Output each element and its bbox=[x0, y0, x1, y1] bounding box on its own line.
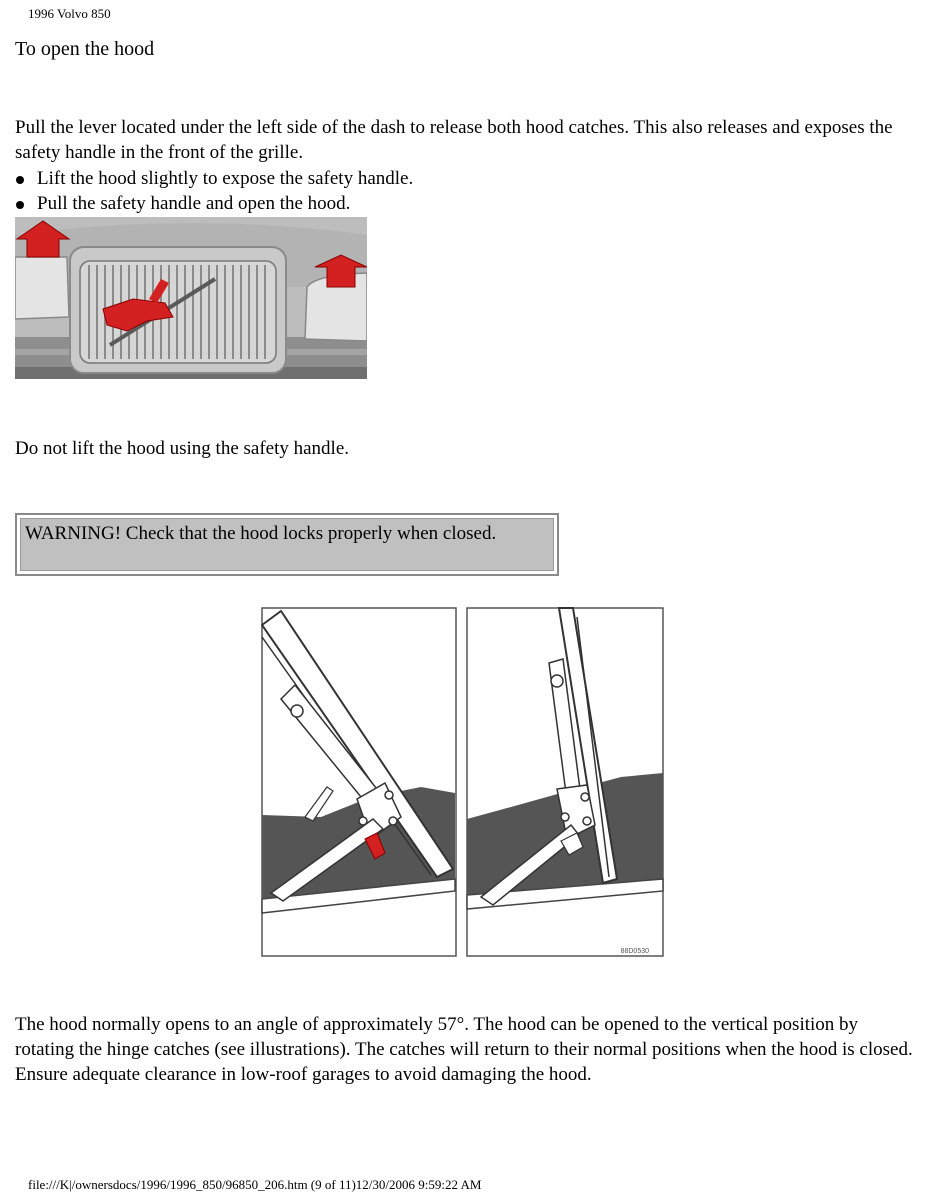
hinge-vertical-position bbox=[467, 608, 663, 956]
intro-paragraph: Pull the lever located under the left side of the dash to release both hood catches. This also releases and exposes the safety handle in the front of the grille. bbox=[15, 117, 893, 163]
list-item: Lift the hood slightly to expose the safety handle. bbox=[15, 166, 413, 191]
document-header: 1996 Volvo 850 bbox=[28, 6, 111, 21]
warning-text: WARNING! Check that the hood locks properly when closed. bbox=[20, 518, 554, 571]
instruction-list bbox=[15, 166, 413, 216]
caution-note: Do not lift the hood using the safety handle. bbox=[15, 438, 350, 459]
section-title: To open the hood bbox=[15, 38, 155, 60]
warning-box bbox=[15, 513, 559, 576]
grille-illustration bbox=[15, 217, 367, 379]
hinge-drawing bbox=[261, 607, 664, 957]
grille-drawing bbox=[15, 217, 367, 379]
outro-paragraph: The hood normally opens to an angle of approximately 57°. The hood can be opened to the vertical position by rotating the hinge catches (see illustrations). The catches will return to their normal positions when the hood is closed. Ensure adequate clearance in low-roof garages to avoid damaging the hood. bbox=[15, 1014, 913, 1085]
document-footer-path: file:///K|/ownersdocs/1996/1996_850/96850_206.htm (9 of 11)12/30/2006 9:59:22 AM bbox=[28, 1177, 482, 1192]
hinge-illustration bbox=[261, 607, 664, 957]
hinge-normal-position bbox=[262, 608, 456, 956]
figure-code-label: 88D0530 bbox=[620, 948, 649, 955]
list-item: Pull the safety handle and open the hood. bbox=[15, 191, 413, 216]
